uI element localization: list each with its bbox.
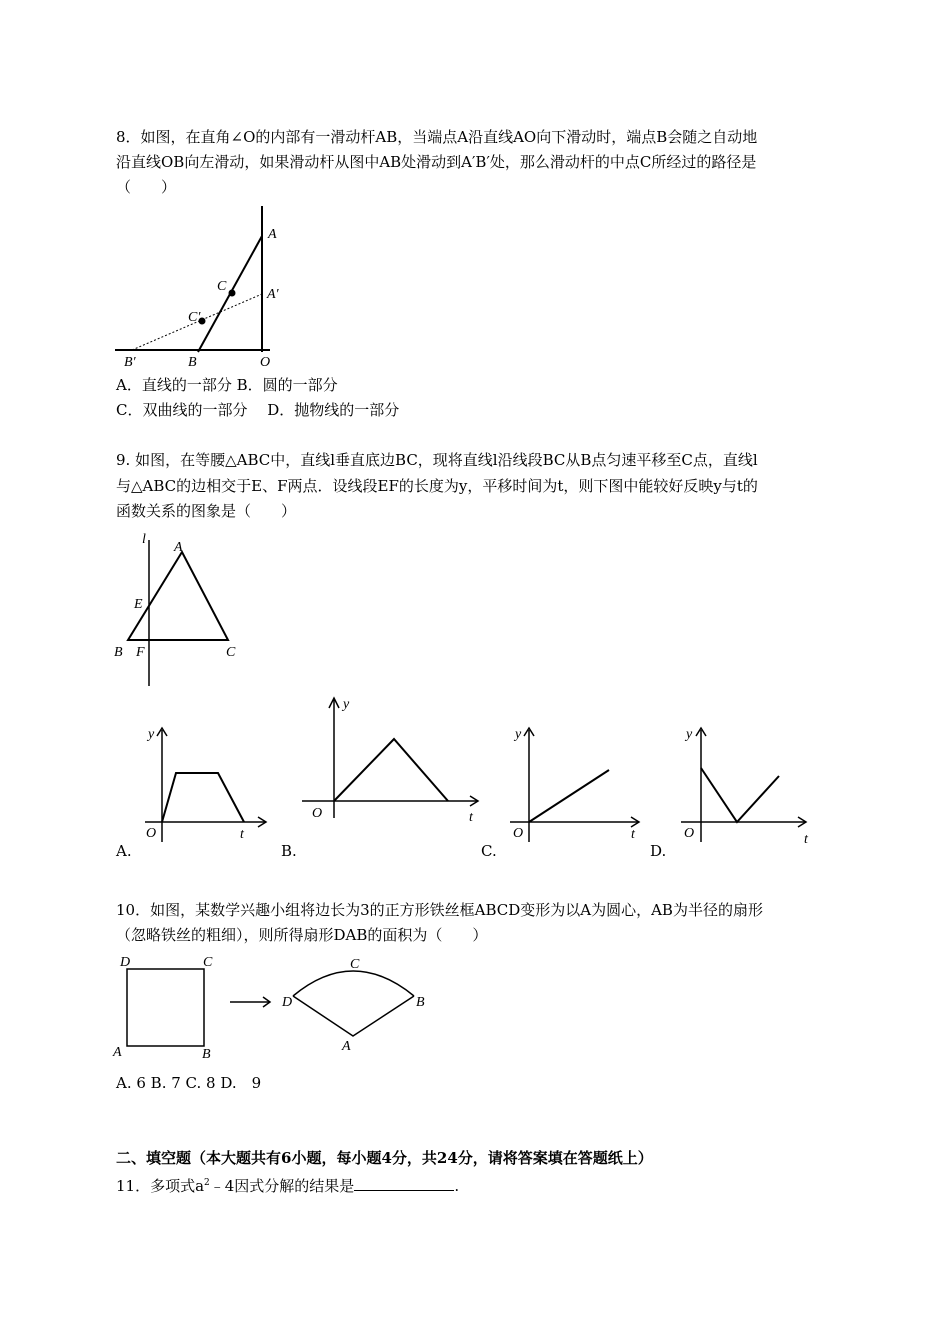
q11-answer-blank[interactable] — [354, 1176, 454, 1191]
q10-sector-arc — [293, 971, 414, 996]
q9-text-line2: 与△ABC的边相交于E、F两点．设线段EF的长度为y，平移时间为t，则下图中能较好反映y与t的 — [116, 477, 758, 495]
q9-label-F: F — [136, 645, 145, 660]
q9-graph-D-t-label: t — [804, 832, 808, 845]
q9-option-B: B. — [281, 842, 297, 860]
q11-mid: ﹣4因式分解的结果是 — [209, 1177, 355, 1195]
q9-graph-B — [298, 690, 493, 825]
q9-label-B: B — [114, 645, 123, 660]
q10-text-line1: 10．如图，某数学兴趣小组将边长为3的正方形铁丝框ABCD变形为以A为圆心，AB为半径的扇形 — [116, 901, 763, 919]
q10-square-label-B: B — [202, 1047, 211, 1062]
q9-triangle-ABC — [128, 552, 228, 640]
q10-sector-radii — [293, 996, 414, 1036]
q9-graph-A-t-label: t — [240, 827, 244, 842]
q8-text-line1: 8．如图，在直角∠O的内部有一滑动杆AB，当端点A沿直线AO向下滑动时，端点B会随之自动地 — [116, 128, 758, 146]
q9-label-l: l — [142, 532, 146, 547]
q9-graph-D-curve — [701, 768, 779, 822]
q9-graph-A-origin: O — [146, 826, 157, 841]
q9-graph-C-origin: O — [513, 826, 524, 841]
q10-square-label-D: D — [120, 955, 131, 970]
q9-graph-C-curve — [529, 770, 609, 822]
q8-figure — [110, 200, 300, 375]
q8-options-AB: A．直线的一部分 B．圆的一部分 — [116, 376, 338, 394]
q8-point-C — [229, 290, 236, 297]
q9-text-line1: 9. 如图，在等腰△ABC中，直线l垂直底边BC，现将直线l沿线段BC从B点匀速平移至C点，直线l — [116, 451, 758, 469]
q8-label-A: A — [268, 227, 277, 242]
q8-text-line2: 沿直线OB向左滑动，如果滑动杆从图中AB处滑动到A′B′处，那么滑动杆的中点C所经过的路径是 — [116, 153, 757, 171]
q9-graph-C — [505, 720, 645, 845]
q9-graph-D-y-label: y — [686, 727, 693, 742]
q8-label-C2: C′ — [188, 310, 201, 325]
q10-square-label-A: A — [113, 1045, 122, 1060]
q9-label-E: E — [134, 597, 143, 612]
q8-label-C: C — [217, 279, 227, 294]
q9-graph-D-origin: O — [684, 826, 695, 841]
q9-graph-A — [140, 720, 280, 845]
q9-text-line3: 函数关系的图象是（ ） — [116, 502, 297, 520]
q9-label-C: C — [226, 645, 236, 660]
q8-options-CD: C．双曲线的一部分 D．抛物线的一部分 — [116, 401, 400, 419]
q8-label-O: O — [260, 355, 271, 370]
q10-square-label-C: C — [203, 955, 213, 970]
q11-prefix: 11．多项式a — [116, 1177, 205, 1195]
q11-text — [116, 1173, 459, 1196]
q10-sector-label-A: A — [342, 1039, 351, 1054]
q10-sector-label-D: D — [282, 995, 293, 1010]
q9-graph-B-t-label: t — [469, 810, 473, 825]
q9-graph-D — [676, 720, 816, 845]
q9-graph-B-curve — [334, 739, 448, 801]
q10-options: A. 6 B. 7 C. 8 D. 9 — [116, 1074, 262, 1092]
q9-option-D: D. — [650, 842, 667, 860]
q8-label-A2: A′ — [267, 287, 279, 302]
q10-text-line2: （忽略铁丝的粗细），则所得扇形DAB的面积为（ ） — [116, 926, 488, 944]
q10-square — [127, 969, 204, 1046]
q9-label-A: A — [174, 540, 183, 555]
q10-figure — [110, 952, 440, 1064]
q9-graph-A-y-label: y — [148, 727, 155, 742]
q9-graph-C-t-label: t — [631, 827, 635, 842]
q8-label-B: B — [188, 355, 197, 370]
q10-sector-label-B: B — [416, 995, 425, 1010]
q8-label-B2: B′ — [124, 355, 136, 370]
section2-title: 二、填空题（本大题共有6小题，每小题4分，共24分，请将答案填在答题纸上） — [116, 1149, 653, 1167]
q9-graph-B-y-label: y — [343, 697, 350, 712]
q9-option-C: C. — [481, 842, 497, 860]
q10-sector-label-C: C — [350, 957, 360, 972]
q8-text-line3: （ ） — [116, 178, 177, 196]
q11-end: . — [454, 1177, 460, 1195]
q11-exponent: 2 — [204, 1178, 210, 1188]
q9-graph-C-y-label: y — [515, 727, 522, 742]
q9-triangle-figure — [108, 528, 248, 688]
q9-graph-B-origin: O — [312, 806, 323, 821]
q9-graph-A-curve — [162, 773, 244, 822]
q9-option-A: A. — [116, 842, 132, 860]
